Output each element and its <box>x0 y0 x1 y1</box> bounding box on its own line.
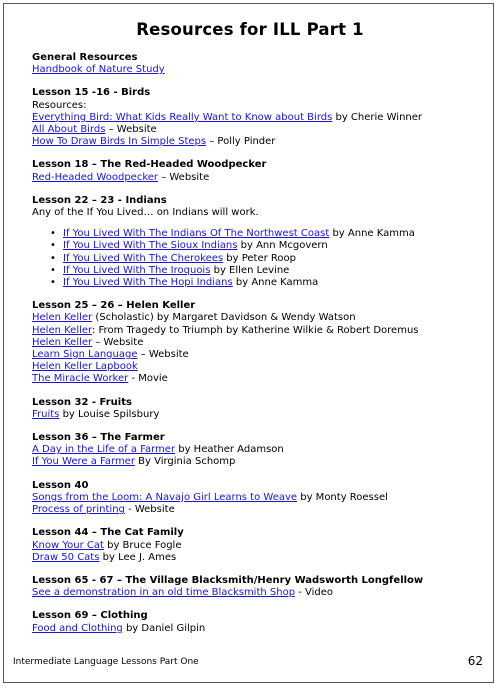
resource-link-songs-from-the-loom-a-navajo-girl-learns-to-weave[interactable]: Songs from the Loom: A Navajo Girl Learns to Weave <box>32 491 298 503</box>
resource-note: - Movie <box>128 373 168 385</box>
resource-link-if-you-lived-with-the-iroquois[interactable]: If You Lived With The Iroquois <box>63 264 211 276</box>
resource-note: – Website <box>92 336 144 348</box>
section-heading: Lesson 40 <box>32 479 89 491</box>
section-lesson-36-the-farmer <box>32 432 490 469</box>
page-number: 62 <box>467 654 483 668</box>
section-lesson-25-26-helen-keller <box>32 300 490 385</box>
section-lesson-15-16-birds <box>32 87 490 148</box>
resource-line <box>32 361 490 373</box>
resource-note: by Cherie Winner <box>332 111 423 123</box>
resource-note: by Louise Spilsbury <box>59 408 160 420</box>
section-lesson-65-67-the-village-blacksmith-henry-wadsworth-longfellow <box>32 575 490 599</box>
resource-note: by Anne Kamma <box>329 228 415 240</box>
section-heading: Lesson 22 – 23 - Indians <box>32 194 167 206</box>
section-lesson-22-23-indians <box>32 195 490 289</box>
resource-note: by Ann Mcgovern <box>237 240 328 252</box>
resource-line <box>32 504 490 516</box>
resource-content <box>32 52 490 646</box>
resource-line <box>32 325 490 337</box>
section-heading: Lesson 18 – The Red-Headed Woodpecker <box>32 159 267 171</box>
resource-note: – Website <box>105 124 157 136</box>
resource-note: by Lee J. Ames <box>99 551 177 563</box>
bullet-item <box>63 277 490 289</box>
section-general-resources <box>32 52 490 76</box>
resource-note: by Monty Roessel <box>297 491 388 503</box>
section-heading: Lesson 15 -16 - Birds <box>32 87 151 99</box>
resource-link-everything-bird-what-kids-really-want-to-know-about-birds[interactable]: Everything Bird: What Kids Really Want to Know about Birds <box>32 111 333 123</box>
section-heading: Lesson 36 – The Farmer <box>32 432 165 444</box>
resource-line <box>32 136 490 148</box>
resource-line <box>32 312 490 324</box>
resource-link-draw-50-cats[interactable]: Draw 50 Cats <box>32 551 100 563</box>
resource-note: by Ellen Levine <box>210 264 290 276</box>
resource-line <box>32 409 490 421</box>
resource-link-if-you-lived-with-the-sioux-indians[interactable]: If You Lived With The Sioux Indians <box>63 240 238 252</box>
bullet-item <box>63 240 490 252</box>
resource-link-if-you-were-a-farmer[interactable]: If You Were a Farmer <box>32 456 135 468</box>
resource-note: (Scholastic) by Margaret Davidson & Wendy Watson <box>92 312 356 324</box>
footer-text: Intermediate Language Lessons Part One <box>13 657 199 667</box>
section-lesson-18-the-red-headed-woodpecker <box>32 159 490 183</box>
resource-link-red-headed-woodpecker[interactable]: Red-Headed Woodpecker <box>32 171 159 183</box>
resource-line <box>32 373 490 385</box>
resource-note: by Bruce Fogle <box>103 539 182 551</box>
resource-link-handbook-of-nature-study[interactable]: Handbook of Nature Study <box>32 64 165 76</box>
resource-note: - Website <box>124 504 175 516</box>
section-heading: General Resources <box>32 52 138 63</box>
resource-link-process-of-printing[interactable]: Process of printing <box>32 504 125 516</box>
resource-line <box>32 623 490 635</box>
section-lesson-32-fruits <box>32 397 490 421</box>
resource-note: - Video <box>295 587 334 599</box>
resource-note: by Anne Kamma <box>232 277 319 289</box>
resource-line <box>32 540 490 552</box>
resource-link-all-about-birds[interactable]: All About Birds <box>32 124 106 136</box>
resource-link-if-you-lived-with-the-indians-of-the-northwest-coast[interactable]: If You Lived With The Indians Of The Northwest Coast <box>63 228 330 240</box>
resource-line <box>32 112 490 124</box>
resource-line <box>32 444 490 456</box>
resource-line <box>32 124 490 136</box>
resource-line <box>32 587 490 599</box>
resource-note: by Heather Adamson <box>175 444 284 456</box>
resource-link-learn-sign-language[interactable]: Learn Sign Language <box>32 349 138 361</box>
resource-link-helen-keller-lapbook[interactable]: Helen Keller Lapbook <box>32 361 138 373</box>
resource-line <box>32 456 490 468</box>
resource-line <box>32 172 490 184</box>
resource-note: – Polly Pinder <box>206 136 276 148</box>
bullet-item <box>63 253 490 265</box>
resource-link-helen-keller[interactable]: Helen Keller <box>32 312 93 324</box>
resource-line <box>32 492 490 504</box>
resource-link-fruits[interactable]: Fruits <box>32 408 60 420</box>
section-heading: Lesson 32 - Fruits <box>32 396 132 408</box>
resource-line <box>32 552 490 564</box>
resource-note: – Website <box>137 349 189 361</box>
resource-note: – Website <box>158 171 210 183</box>
resource-link-if-you-lived-with-the-hopi-indians[interactable]: If You Lived With The Hopi Indians <box>63 277 233 289</box>
section-lesson-44-the-cat-family <box>32 527 490 564</box>
section-heading: Lesson 65 - 67 – The Village Blacksmith/Henry Wadsworth Longfellow <box>32 574 424 586</box>
section-heading: Lesson 25 – 26 – Helen Keller <box>32 300 196 312</box>
section-heading: Lesson 69 – Clothing <box>32 610 148 622</box>
section-lesson-40 <box>32 480 490 517</box>
section-intro-text: Any of the If You Lived… on Indians will work. <box>32 207 259 219</box>
resource-link-a-day-in-the-life-of-a-farmer[interactable]: A Day in the Life of a Farmer <box>32 444 176 456</box>
section-lesson-69-clothing <box>32 610 490 634</box>
bullet-list <box>32 228 490 289</box>
section-heading: Lesson 44 – The Cat Family <box>32 527 184 539</box>
resource-note: by Peter Roop <box>223 252 297 264</box>
resource-note: by Daniel Gilpin <box>122 622 206 634</box>
section-intro-text: Resources: <box>32 99 87 111</box>
resource-link-the-miracle-worker[interactable]: The Miracle Worker <box>32 373 129 385</box>
resource-link-know-your-cat[interactable]: Know Your Cat <box>32 539 104 551</box>
page-title: Resources for ILL Part 1 <box>136 20 364 39</box>
resource-line <box>32 337 490 349</box>
resource-link-if-you-lived-with-the-cherokees[interactable]: If You Lived With The Cherokees <box>63 252 224 264</box>
resource-note: : From Tragedy to Triumph by Katherine Wilkie & Robert Doremus <box>91 324 419 336</box>
resource-link-food-and-clothing[interactable]: Food and Clothing <box>32 622 123 634</box>
resource-link-helen-keller[interactable]: Helen Keller <box>32 324 92 336</box>
resource-note: By Virginia Schomp <box>134 456 236 468</box>
resource-link-how-to-draw-birds-in-simple-steps[interactable]: How To Draw Birds In Simple Steps <box>32 136 207 148</box>
bullet-item <box>63 265 490 277</box>
resource-line <box>32 349 490 361</box>
resource-link-helen-keller[interactable]: Helen Keller <box>32 336 93 348</box>
bullet-item <box>63 228 490 240</box>
resource-line <box>32 64 490 76</box>
resource-link-see-a-demonstration-in-an-old-time-blacksmith-shop[interactable]: See a demonstration in an old time Blacksmith Shop <box>32 587 296 599</box>
